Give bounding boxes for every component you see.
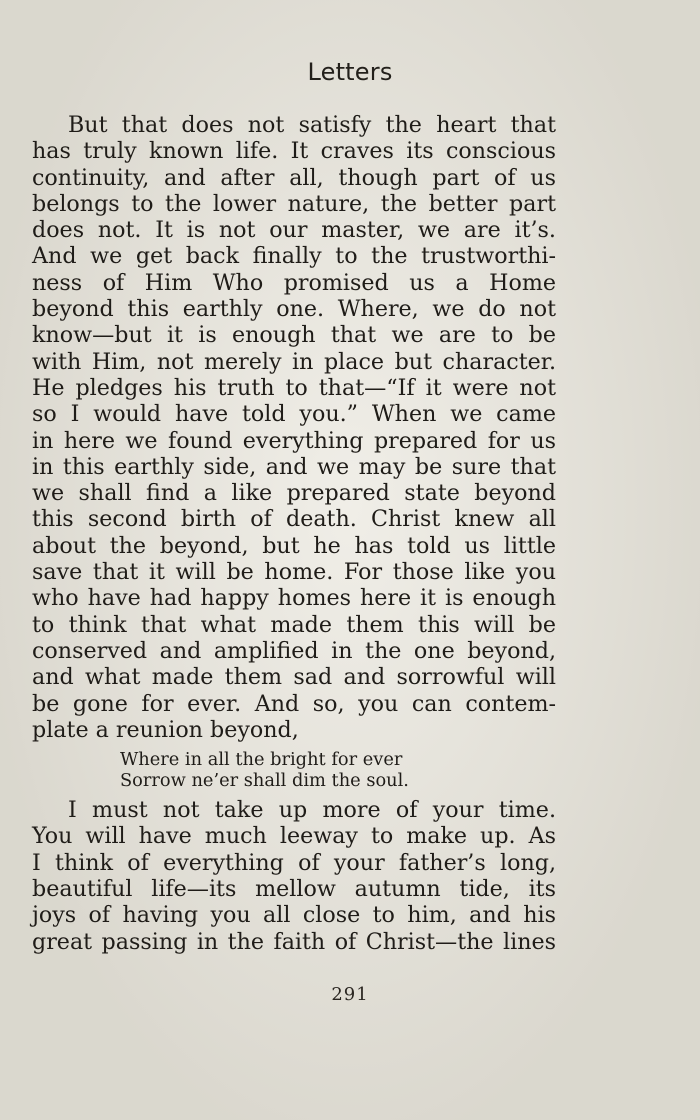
text-line: belongs to the lower nature, the better part (32, 190, 556, 217)
text-line: in this earthly side, and we may be sure that (32, 453, 556, 480)
text-line: great passing in the faith of Christ—the lines (32, 928, 556, 955)
text-line: I must not take up more of your time. (68, 797, 556, 824)
text-line: But that does not satisfy the heart that (68, 112, 556, 138)
text-line: does not. It is not our master, we are it’s. (32, 217, 556, 244)
page-number: 291 (331, 984, 369, 1005)
verse-line: Sorrow ne’er shall dim the soul. (120, 770, 409, 792)
text-line: be gone for ever. And so, you can contem- (32, 690, 556, 717)
text-line: I think of everything of your father’s long, (32, 849, 556, 876)
text-line: to think that what made them this will be (32, 611, 556, 638)
text-line: He pledges his truth to that—“If it were not (32, 374, 556, 401)
text-line: conserved and amplified in the one beyond, (32, 637, 556, 664)
text-line: beautiful life—its mellow autumn tide, its (32, 876, 556, 903)
text-line: with Him, not merely in place but character. (32, 348, 556, 375)
paragraph-2 (32, 797, 556, 955)
text-line: ness of Him Who promised us a Home (32, 269, 556, 296)
body-text (32, 112, 556, 955)
text-line: beyond this earthly one. Where, we do not (32, 296, 556, 323)
running-head: Letters (307, 58, 393, 86)
text-line: and what made them sad and sorrowful will (32, 664, 556, 691)
paragraph-1 (32, 112, 556, 743)
text-line: so I would have told you.” When we came (32, 401, 556, 428)
text-line: save that it will be home. For those like you (32, 559, 556, 586)
text-line: joys of having you all close to him, and his (32, 902, 556, 929)
text-line: continuity, and after all, though part of us (32, 164, 556, 191)
text-line: this second birth of death. Christ knew all (32, 506, 556, 533)
text-line: plate a reunion beyond, (32, 716, 299, 743)
text-line: has truly known life. It craves its conscious (32, 138, 556, 165)
text-line: in here we found everything prepared for us (32, 427, 556, 454)
text-line: And we get back finally to the trustworthi- (32, 243, 556, 270)
text-line: know—but it is enough that we are to be (32, 322, 556, 349)
text-line: You will have much leeway to make up. As (32, 823, 556, 850)
text-line: about the beyond, but he has told us little (32, 532, 556, 559)
text-line: we shall find a like prepared state beyond (32, 480, 556, 507)
verse-quotation (120, 749, 556, 791)
text-line: who have had happy homes here it is enough (32, 585, 556, 612)
verse-line: Where in all the bright for ever (120, 749, 403, 771)
